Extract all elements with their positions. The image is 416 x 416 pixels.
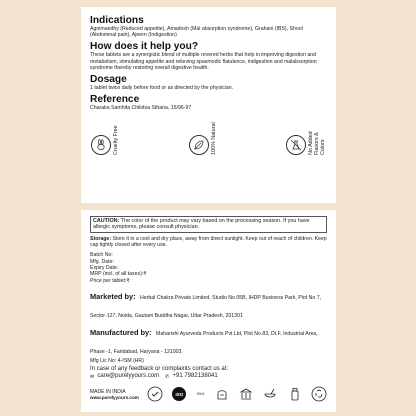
reference-text: Charaka Samhita Chikitsa Sthana, 15/96-97 bbox=[90, 105, 192, 112]
mrp: MRP (incl. of all taxes):₹ bbox=[90, 271, 147, 278]
mfg-date: Mfg. Date: bbox=[90, 258, 114, 265]
expiry-date: Expiry Date: bbox=[90, 265, 119, 271]
help-heading: How does it help you? bbox=[90, 41, 199, 53]
help-section bbox=[90, 41, 327, 71]
badge-label: No Added Flavors & Colors bbox=[308, 131, 326, 156]
iso-number-label bbox=[196, 386, 206, 402]
marketed-label: Marketed by: bbox=[90, 291, 136, 301]
storage-text: Store it in a cool and dry place, away from direct sunlight. Keep out of reach of children. Keep cap tightly closed after every use. bbox=[90, 235, 327, 249]
iso-icon bbox=[171, 386, 187, 402]
marketed-text: Herbal Chakra Private Limited, Studio No.05B, IHDP Business Park, Plot No 7, Sector-127, Noida, Gautam Buddha Nagar, Uttar Pradesh, 201301 bbox=[90, 294, 322, 319]
gmp-icon bbox=[147, 386, 163, 402]
badge-row bbox=[90, 117, 327, 155]
badge-cruelty-free bbox=[91, 117, 119, 155]
contact-intro: In case of any feedback or complaints contact us at: bbox=[90, 366, 229, 373]
made-in-label: MADE IN INDIA bbox=[90, 388, 126, 395]
certification-footer bbox=[90, 386, 327, 402]
bottle-icon bbox=[287, 386, 303, 402]
caution-label: CAUTION: bbox=[93, 218, 120, 224]
batch-no: Batch No: bbox=[90, 252, 113, 259]
marketed-by bbox=[90, 286, 327, 322]
contact-phone[interactable]: +91 7982138041 bbox=[172, 373, 218, 380]
dosage-heading: Dosage bbox=[90, 74, 127, 86]
made-in-india bbox=[90, 389, 139, 400]
badge-natural bbox=[189, 117, 217, 155]
no-additives-icon bbox=[286, 135, 306, 155]
manufactured-text: Maharishi Ayurveda Products Pvt Ltd, Plot No.83, DLF, Industrial Area, Phase -1, Faridabad, Haryana - 121003. bbox=[90, 330, 318, 355]
website[interactable]: www.purelyyours.com bbox=[90, 394, 139, 400]
help-text: These tablets are a synergistic blend of multiple revered herbs that help in improving digestion and metabolism, stimulating appetite and relieving spasmodic flatulence, indigestion and malabsorption syndrome thereby restoring overall digestive health. bbox=[90, 52, 317, 71]
price-per-tablet: Price per tablet:₹ bbox=[90, 277, 130, 284]
caution-box bbox=[90, 216, 327, 233]
badge-label: 100% Natural bbox=[210, 122, 217, 156]
label-details-panel bbox=[81, 210, 336, 412]
manufactured-by bbox=[90, 322, 327, 358]
storage-line bbox=[90, 236, 327, 249]
storage-label: Storage: bbox=[90, 235, 112, 242]
badge-label: Cruelty Free bbox=[113, 125, 119, 156]
lion-emblem-icon bbox=[214, 386, 230, 402]
rabbit-icon bbox=[91, 135, 111, 155]
email-icon: ✉ bbox=[90, 373, 95, 380]
iso-number: 9001 bbox=[196, 392, 205, 396]
leaf-icon bbox=[189, 135, 209, 155]
indications-text: Agnimandhy (Reduced appetite), Amadosh (Mal absorption syndrome), Grahani (IBS), Shool (Abdominal pain), Ajeern (Indigestion) bbox=[90, 26, 303, 39]
indications-heading: Indications bbox=[90, 15, 144, 26]
phone-icon: ✆ bbox=[165, 373, 170, 380]
product-info-panel bbox=[81, 7, 336, 203]
dosage-section bbox=[90, 74, 327, 91]
recycle-icon bbox=[311, 386, 327, 402]
contact-row bbox=[90, 373, 327, 380]
temple-icon bbox=[238, 386, 254, 402]
caution-text: The color of the product may vary based on the processing season. If you have allergic symptoms, please consult physician. bbox=[93, 218, 310, 231]
dosage-text: 1 tablet twice daily before food or as directed by the physician. bbox=[90, 85, 234, 92]
contact-email[interactable]: care@purelyyours.com bbox=[97, 373, 160, 380]
mortar-icon bbox=[262, 386, 278, 402]
mfg-license: Mfg Lic No: 4-ISM (HR) bbox=[90, 357, 144, 364]
manufactured-label: Manufactured by: bbox=[90, 327, 152, 337]
reference-section bbox=[90, 94, 327, 111]
iso-text: ISO bbox=[175, 391, 184, 397]
badge-no-additives bbox=[286, 117, 326, 155]
reference-heading: Reference bbox=[90, 94, 140, 106]
indications-section bbox=[90, 15, 327, 38]
